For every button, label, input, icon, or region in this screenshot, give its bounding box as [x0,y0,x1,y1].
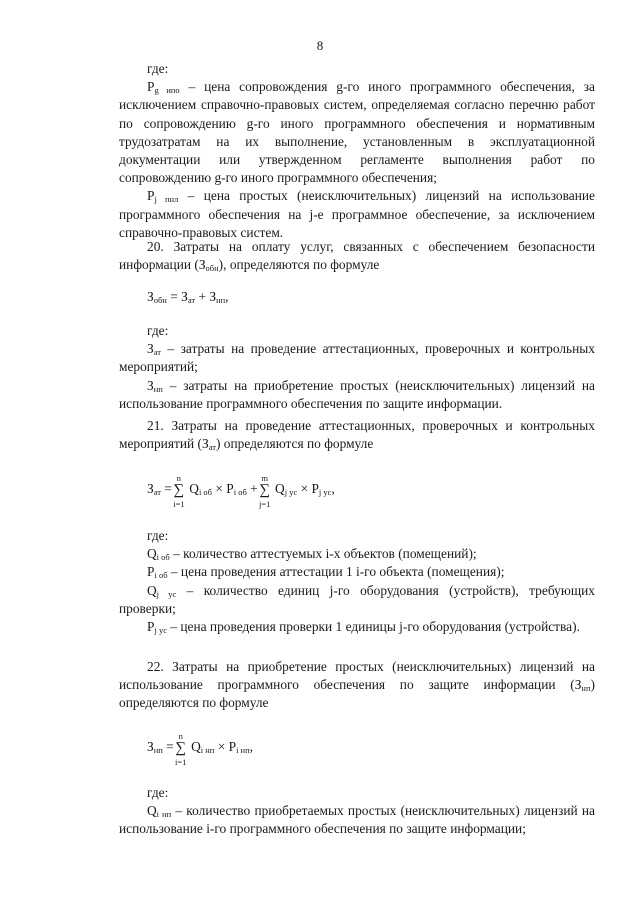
definition-p-j-us: $P_{j ус}$ – цена проведения проверки 1 единицы j-го оборудования (устройства). [147,619,580,636]
paragraph-22: 22. Затраты на приобретение простых (неисключительных) лицензий на использование программного обеспечения по защите информации $(З_{нп})$ определяются по формуле [119,659,595,711]
formula-21: $З_{ат}$ = n ∑ i=1 $Q_{i об} \times P_{i об}$ + m ∑ j=1 $Q_{j ус} \times P_{j ус}$, [147,472,335,509]
section-21 [119,417,595,453]
page-number: 8 [316,38,324,53]
sum-operator: n ∑ i=1 [175,730,187,767]
section-20-definitions [119,322,595,413]
definition-pg-ipo: $P_{g ипо}$ – цена сопровождения g-го иного программного обеспечения, за исключением справочно-правовых систем, определяемая согласно перечню работ по сопровождению g-го иного программного обеспечения и нормативным трудозатратам на их выполнение, установленным в эксплуатационной документации или утвержденном регламенте выполнения работ по сопровождению g-го иного программного обеспечения; [119,79,595,186]
section-21-definitions [119,527,595,636]
section-definitions-1 [119,60,595,242]
section-22 [119,658,595,713]
definition-pj-pnl: $P_{j пнл}$ – цена простых (неисключительных) лицензий на использование программного обеспечения на j-е программное обеспечение, за исключением справочно-правовых систем. [119,188,595,240]
paragraph-21: 21. Затраты на проведение аттестационных, проверочных и контрольных мероприятий $(З_{ат})$ определяются по формуле [119,418,595,453]
definition-q-j-us: $Q_{j ус}$ – количество единиц j-го оборудования (устройств), требующих проверки; [119,582,595,616]
definition-q-i-ob: $Q_{i об}$ – количество аттестуемых i-х объектов (помещений); [147,546,477,563]
sum-operator: n ∑ i=1 [173,472,185,509]
definition-p-i-ob: $P_{i об}$ – цена проведения аттестации 1 i-го объекта (помещения); [147,564,505,581]
definition-q-i-np: $Q_{i нп}$ – количество приобретаемых простых (неисключительных) лицензий на использование i-го программного обеспечения по защите информации; [119,803,595,837]
definition-z-at: $З_{ат}$ – затраты на проведение аттестационных, проверочных и контрольных мероприятий; [119,341,595,375]
section-22-definitions [119,784,595,839]
formula-20: $З_{обн} = З_{ат} + З_{нп}$, [147,289,229,305]
where-label: где: [147,785,169,800]
definition-z-np: $З_{нп}$ – затраты на приобретение простых (неисключительных) лицензий на использование программного обеспечения по защите информации. [119,377,595,411]
where-label: где: [147,528,169,543]
sum-operator: m ∑ j=1 [258,472,271,509]
where-label: где: [147,61,169,76]
formula-22: $З_{нп}$ = n ∑ i=1 $Q_{i нп} \times P_{i нп}$, [147,730,254,767]
where-label: где: [147,323,169,338]
section-20 [119,238,595,274]
paragraph-20: 20. Затраты на оплату услуг, связанных с обеспечением безопасности информации $(З_{обн})$, определяются по формуле [119,239,595,274]
